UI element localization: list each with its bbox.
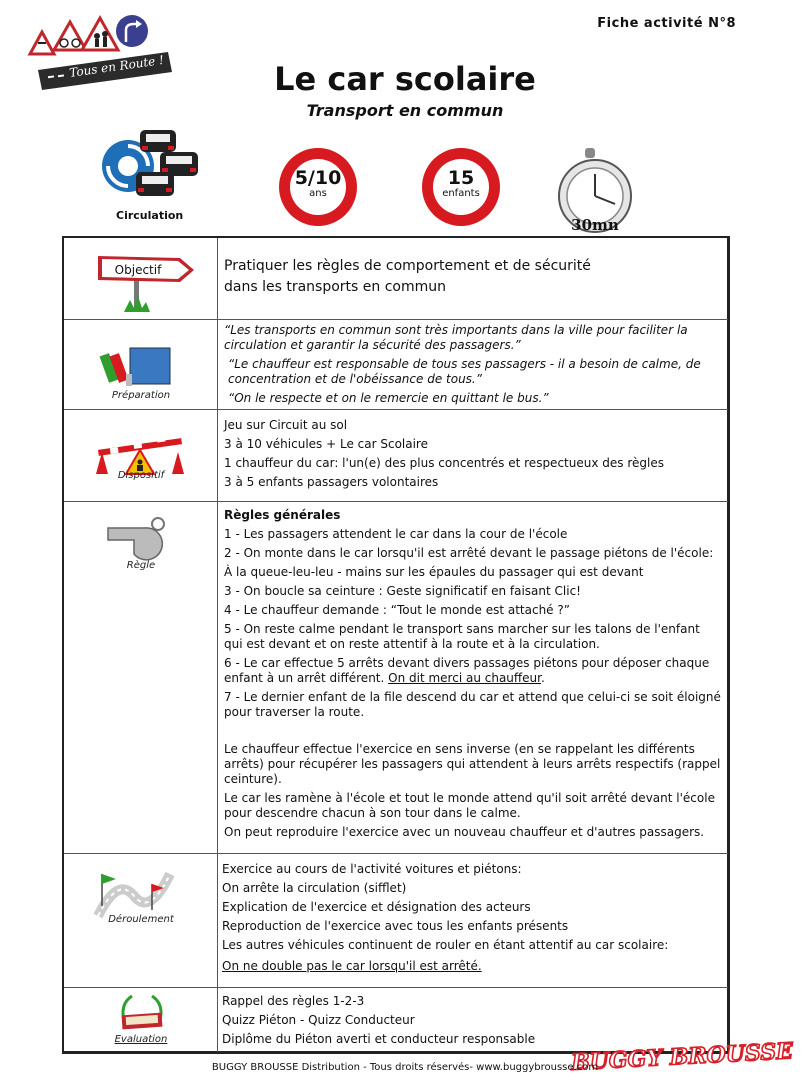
deroulement-line-1: Exercice au cours de l'activité voitures et piétons: <box>222 862 522 876</box>
logo-text: Tous en Route ! <box>68 52 165 80</box>
regle-item-1: 1 - Les passagers attendent le car dans la cour de l'école <box>224 527 568 541</box>
regle-item-6-underline: On dit merci au chauffeur <box>388 671 541 685</box>
age-unit: ans <box>309 188 327 199</box>
duration-text: 30mn <box>571 216 619 234</box>
children-value: 15 <box>447 167 475 189</box>
age-value: 5/10 <box>294 167 342 189</box>
fiche-number: Fiche activité N°8 <box>597 16 736 31</box>
deroulement-line-3: Explication de l'exercice et désignation des acteurs <box>222 900 531 914</box>
objectif-sign-text: Objectif <box>114 263 162 277</box>
circulation-label: Circulation <box>116 209 184 222</box>
regle-item-6: 6 - Le car effectue 5 arrêts devant divers passages piétons pour déposer chaque enfant à un arrêt différent. On dit merci au chauffeur. <box>224 656 710 685</box>
objectif-line-2: dans les transports en commun <box>224 279 446 295</box>
regle-item-6-text: 6 - Le car effectue 5 arrêts devant divers passages piétons pour déposer chaque enfant à un arrêt différent. <box>224 656 710 685</box>
objectif-line-1: Pratiquer les règles de comportement et de sécurité <box>224 258 591 274</box>
children-sign <box>422 148 500 226</box>
regle-label: Règle <box>126 560 156 571</box>
books-icon <box>100 344 176 390</box>
row-objectif <box>64 238 728 320</box>
regle-para-1: Le chauffeur effectue l'exercice en sens inverse (en se rappelant les différents arrêts) pour récupérer les passagers qui attendent à leurs arrêts respectifs (rappel ceinture). <box>224 742 721 786</box>
brand-text: BUGGY BROUSSE <box>570 1038 794 1076</box>
regle-heading: Règles générales <box>224 508 341 522</box>
dispositif-line-1: Jeu sur Circuit au sol <box>224 418 348 432</box>
dispositif-line-3: 1 chauffeur du car: l'un(e) des plus concentrés et respectueux des règles <box>224 456 664 470</box>
row-deroulement <box>64 854 728 988</box>
deroulement-line-4: Reproduction de l'exercice avec tous les enfants présents <box>222 919 569 933</box>
children-unit: enfants <box>442 188 480 199</box>
preparation-label: Préparation <box>111 390 171 401</box>
dispositif-line-2: 3 à 10 véhicules + Le car Scolaire <box>224 437 428 451</box>
page-title: Le car scolaire <box>274 60 536 98</box>
deroulement-line-2: On arrête la circulation (sifflet) <box>222 881 407 895</box>
activity-table <box>62 236 730 1054</box>
roadworks-barrier-icon <box>92 434 188 474</box>
regle-item-4: 4 - Le chauffeur demande : “Tout le monde est attaché ?” <box>224 603 570 617</box>
page-subtitle: Transport en commun <box>306 101 504 120</box>
deroulement-label: Déroulement <box>108 914 174 925</box>
preparation-quote-2: “Le chauffeur est responsable de tous ses passagers - il a besoin de calme, de concentration et de l'obéissance de tous.” <box>228 357 701 386</box>
regle-item-5: 5 - On reste calme pendant le transport sans marcher sur les talons de l'enfant qui est devant et on reste attentif à la route et à la circulation. <box>224 622 700 651</box>
evaluation-line-3: Diplôme du Piéton averti et conducteur responsable <box>222 1032 536 1046</box>
preparation-quote-3: “On le respecte et on le remercie en quittant le bus.” <box>228 391 549 405</box>
dispositif-line-4: 3 à 5 enfants passagers volontaires <box>224 475 439 489</box>
row-dispositif <box>64 410 728 502</box>
regle-para-3: On peut reproduire l'exercice avec un nouveau chauffeur et d'autres passagers. <box>224 825 705 839</box>
age-sign <box>279 148 357 226</box>
activity-badges <box>0 124 760 234</box>
whistle-icon <box>104 514 170 558</box>
regle-item-2: 2 - On monte dans le car lorsqu'il est arrêté devant le passage piétons de l'école: <box>224 546 714 560</box>
evaluation-label: Evaluation <box>114 1034 168 1045</box>
objectif-signpost-icon <box>94 248 198 314</box>
footer-text: BUGGY BROUSSE Distribution - Tous droits réservés- www.buggybrousse.com <box>211 1062 599 1073</box>
regle-item-3: 3 - On boucle sa ceinture : Geste significatif en faisant Clic! <box>224 584 581 598</box>
evaluation-line-1: Rappel des règles 1-2-3 <box>222 994 365 1008</box>
deroulement-underline: On ne double pas le car lorsqu'il est arrêté. <box>222 959 482 973</box>
dispositif-label: Dispositif <box>117 470 165 481</box>
regle-para-2: Le car les ramène à l'école et tout le monde attend qu'il soit arrêté devant l'école pour descendre chacun à son tour dans le calme. <box>224 791 715 820</box>
regle-item-7: 7 - Le dernier enfant de la file descend du car et attend que celui-ci se soit éloigné pour traverser la route. <box>224 690 721 719</box>
diploma-wreath-icon <box>116 992 168 1032</box>
row-regle <box>64 502 728 854</box>
regle-item-2b: À la queue-leu-leu - mains sur les épaules du passager qui est devant <box>224 565 644 579</box>
roundabout-traffic-icon <box>100 124 210 204</box>
deroulement-line-5: Les autres véhicules continuent de rouler en étant attentif au car scolaire: <box>222 938 669 952</box>
stopwatch-icon <box>555 148 635 234</box>
evaluation-line-2: Quizz Piéton - Quizz Conducteur <box>222 1013 415 1027</box>
preparation-quote-1: “Les transports en commun sont très importants dans la ville pour faciliter la circulation et garantir la sécurité des passagers.” <box>224 323 688 352</box>
row-preparation <box>64 320 728 410</box>
